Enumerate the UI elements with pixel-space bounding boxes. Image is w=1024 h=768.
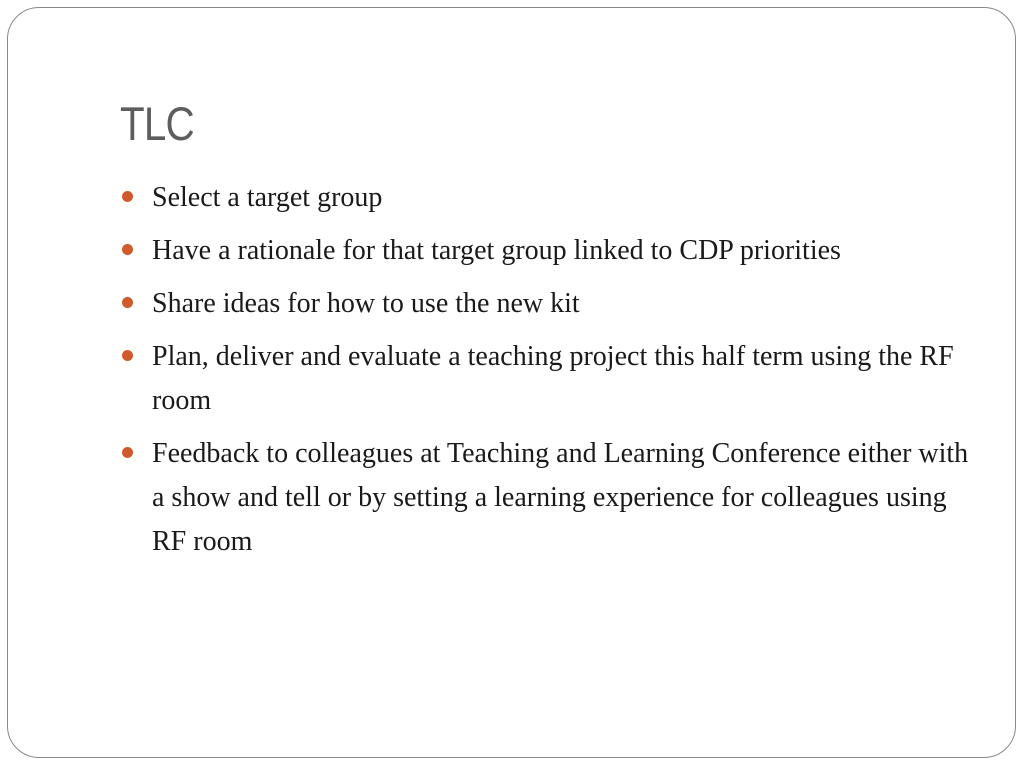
- bullet-text: Share ideas for how to use the new kit: [152, 288, 580, 319]
- bullet-dot-icon: [122, 447, 133, 458]
- bullet-item: [120, 432, 970, 564]
- bullet-text: Plan, deliver and evaluate a teaching project this half term using the RF room: [152, 341, 954, 416]
- bullet-dot-icon: [122, 297, 133, 308]
- bullet-text: Have a rationale for that target group linked to CDP priorities: [152, 235, 841, 266]
- bullet-item: [120, 282, 970, 326]
- bullet-text: Feedback to colleagues at Teaching and Learning Conference either with a show and tell or by setting a learning experience for colleagues using RF room: [152, 438, 969, 557]
- bullet-dot-icon: [122, 191, 133, 202]
- bullet-list: [120, 176, 970, 573]
- slide-title: TLC: [120, 97, 194, 150]
- bullet-dot-icon: [122, 350, 133, 361]
- bullet-item: [120, 176, 970, 220]
- slide-frame: [7, 7, 1016, 758]
- bullet-text: Select a target group: [152, 182, 383, 213]
- bullet-dot-icon: [122, 244, 133, 255]
- bullet-item: [120, 335, 970, 423]
- bullet-item: [120, 229, 970, 273]
